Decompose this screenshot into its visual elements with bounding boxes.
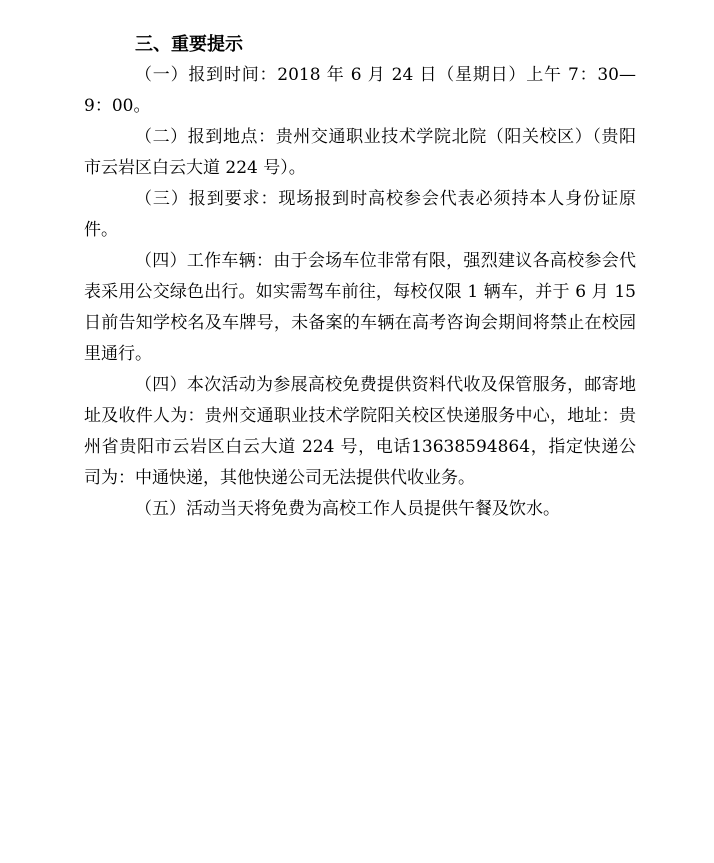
paragraph-lunch: （五）活动当天将免费为高校工作人员提供午餐及饮水。 bbox=[135, 499, 560, 519]
paragraph-mail-service: （四）本次活动为参展高校免费提供资料代收及保管服务，邮寄地址及收件人为：贵州交通职业技术学院阳关校区快递服务中心，地址：贵州省贵阳市云岩区白云大道 224 号，电话13638594864，指定快递公司为：中通快递，其他快递公司无法提供代收业务。 bbox=[84, 375, 636, 488]
paragraph-registration-location: （二）报到地点：贵州交通职业技术学院北院（阳关校区）（贵阳市云岩区白云大道 224 号）。 bbox=[84, 127, 636, 178]
document-body bbox=[84, 29, 636, 525]
paragraph-registration-requirement: （三）报到要求：现场报到时高校参会代表必须持本人身份证原件。 bbox=[84, 189, 636, 240]
paragraph-vehicles: （四）工作车辆：由于会场车位非常有限，强烈建议各高校参会代表采用公交绿色出行。如实需驾车前往，每校仅限 1 辆车，并于 6 月 15 日前告知学校名及车牌号，未备案的车辆在高考咨询会期间将禁止在校园里通行。 bbox=[84, 251, 636, 364]
section-heading: 三、重要提示 bbox=[135, 34, 243, 55]
paragraph-registration-time: （一）报到时间：2018 年 6 月 24 日（星期日）上午 7：30—9：00。 bbox=[84, 65, 636, 116]
